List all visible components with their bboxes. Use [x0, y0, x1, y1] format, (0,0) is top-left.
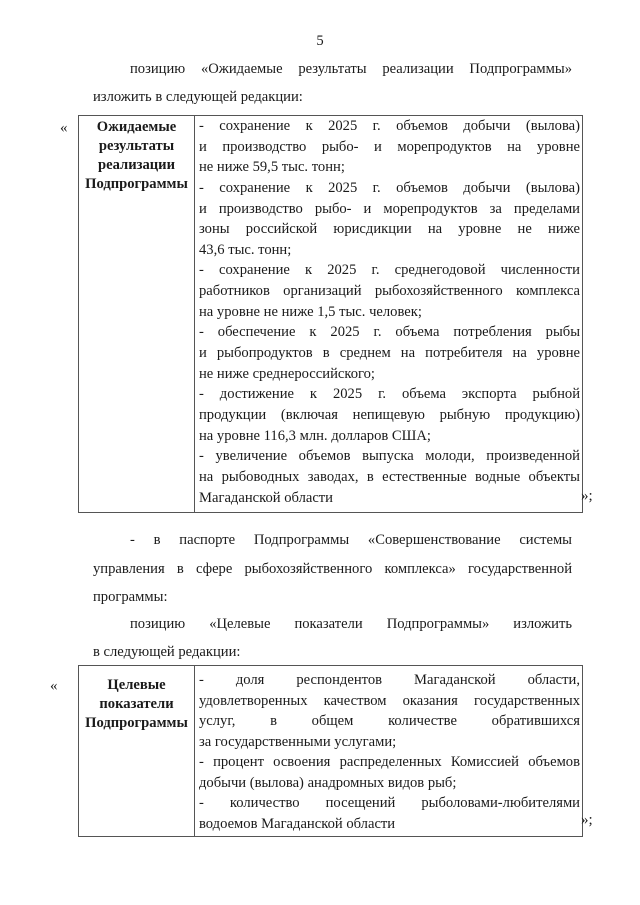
table1-text-line: и рыбопродуктов в среднем на потребителя на уровне	[199, 345, 580, 362]
table2-text-line: за государственными услугами;	[199, 733, 397, 750]
table1-close-quote: »;	[581, 488, 593, 504]
table1-label-line: результаты	[98, 138, 175, 154]
table1-text-line: на уровне 116,3 млн. долларов США;	[199, 427, 431, 444]
table2-content-cell	[195, 666, 583, 837]
table2-text-line: услуг, в общем количестве обратившихся	[199, 713, 580, 729]
table2-close-quote: »;	[581, 812, 593, 828]
table2-label-line: Подпрограммы	[85, 715, 188, 731]
table1-text-line: Магаданской области	[199, 489, 333, 506]
table2-label-line: показатели	[99, 696, 174, 712]
table1-text-line: зоны российской юрисдикции на уровне не ниже	[199, 221, 580, 238]
para2-line3: программы:	[93, 589, 168, 605]
table1-open-quote: «	[60, 120, 68, 136]
table1-text-line: - сохранение к 2025 г. среднегодовой численности	[199, 262, 580, 279]
table1-content-cell	[195, 116, 583, 513]
table1-text-line: продукции (включая непищевую рыбную продукцию)	[199, 406, 580, 423]
table2-target-indicators	[78, 665, 583, 837]
table1-label-cell	[79, 116, 195, 513]
table2-text-line: - доля респондентов Магаданской области,	[199, 672, 580, 688]
table1-label-line: Ожидаемые	[96, 119, 177, 135]
table2-text-line: добычи (вылова) анадромных видов рыб;	[199, 774, 457, 791]
table1-text-line: и производство рыбо- и морепродуктов за пределами	[199, 200, 580, 217]
table1-text-line: - обеспечение к 2025 г. объема потребления рыбы	[199, 324, 580, 341]
table1-text-line: не ниже среднероссийского;	[199, 365, 375, 382]
table1-text-line: не ниже 59,5 тыс. тонн;	[199, 159, 345, 176]
intro3-line1: позицию «Целевые показатели Подпрограммы» изложить	[130, 616, 572, 632]
table2-label-line: Целевые	[107, 677, 166, 693]
table2-open-quote: «	[50, 678, 58, 694]
intro3-line2: в следующей редакции:	[93, 644, 241, 660]
intro1-line2: изложить в следующей редакции:	[93, 89, 303, 105]
table1-text-line: работников организаций рыбохозяйственного комплекса	[199, 283, 580, 300]
table2-label-cell	[79, 666, 195, 837]
intro1-line1: позицию «Ожидаемые результаты реализации Подпрограммы»	[130, 61, 572, 77]
table2-text-line: удовлетворенных качеством оказания государственных	[199, 692, 580, 709]
table1-text-line: - увеличение объемов выпуска молоди, произведенной	[199, 448, 580, 465]
table1-text-line: и производство рыбо- и морепродуктов на уровне	[199, 138, 580, 155]
table1-text-line: - сохранение к 2025 г. объемов добычи (вылова)	[199, 179, 580, 196]
page-number: 5	[316, 33, 324, 49]
table1-text-line: - достижение к 2025 г. объема экспорта рыбной	[199, 386, 580, 403]
table1-expected-results	[78, 115, 583, 513]
table2-text-line: водоемов Магаданской области	[199, 815, 396, 832]
table1-text-line: на рыбоводных заводах, в естественные водные объекты	[199, 468, 580, 485]
table1-label-line: Подпрограммы	[85, 176, 188, 192]
table1-text-line: 43,6 тыс. тонн;	[199, 241, 292, 258]
para2-line1: - в паспорте Подпрограммы «Совершенствование системы	[130, 532, 572, 548]
table2-text-line: - количество посещений рыболовами-любителями	[199, 795, 580, 811]
table1-text-line: - сохранение к 2025 г. объемов добычи (вылова)	[199, 118, 580, 134]
table1-text-line: на уровне не ниже 1,5 тыс. человек;	[199, 303, 422, 320]
para2-line2: управления в сфере рыбохозяйственного комплекса» государственной	[93, 561, 572, 577]
table1-label-line: реализации	[97, 157, 175, 173]
table2-text-line: - процент освоения распределенных Комиссией объемов	[199, 754, 580, 770]
